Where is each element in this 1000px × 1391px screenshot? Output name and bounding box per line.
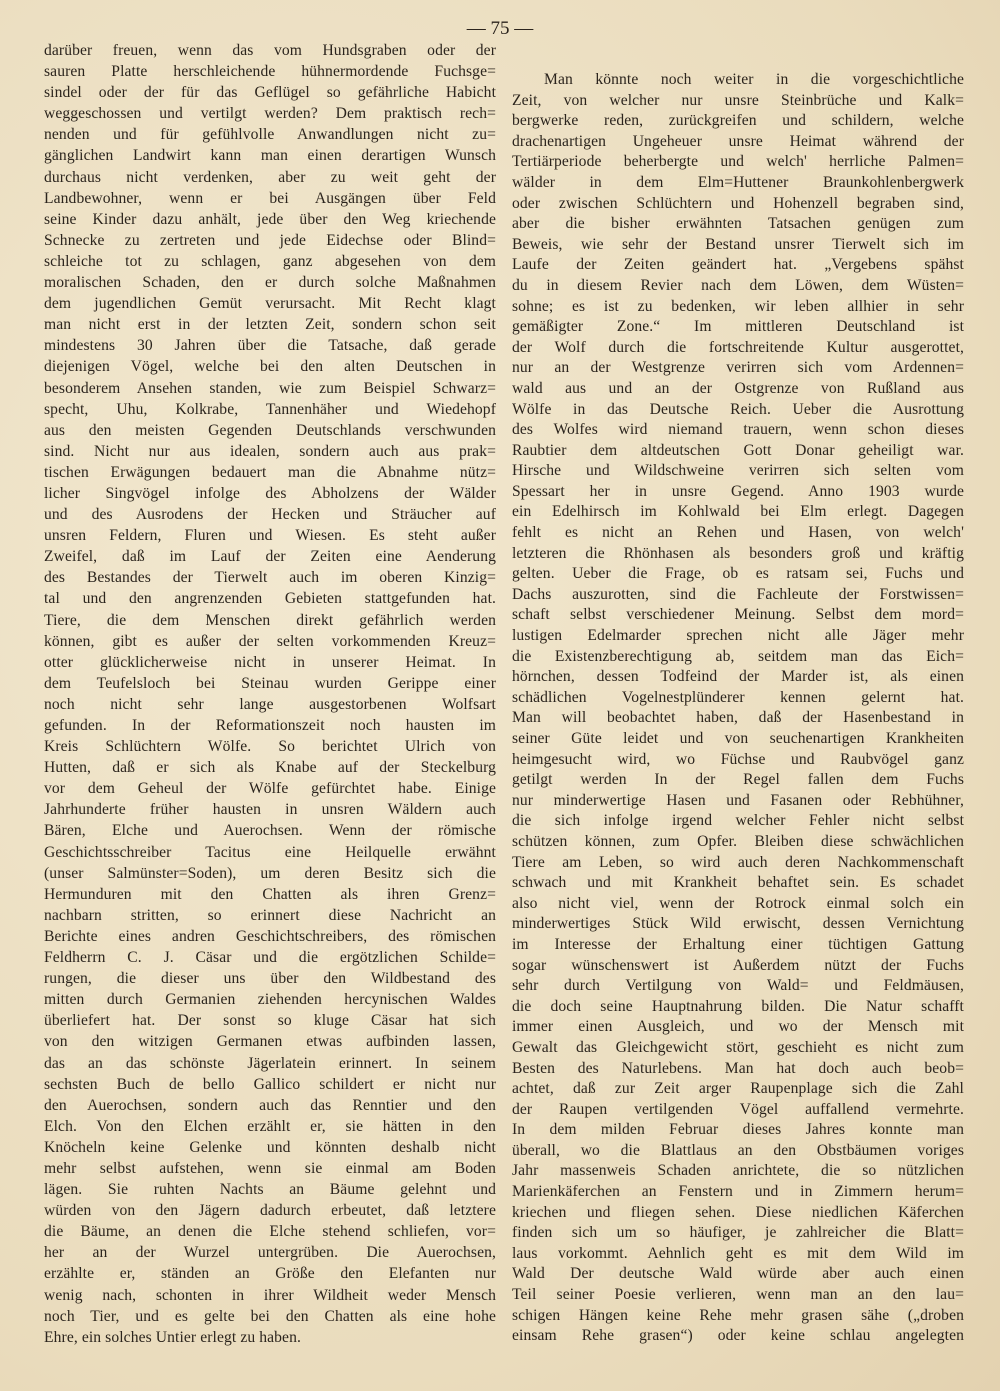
left-column [44,40,496,1348]
text-line: dem jugendlichen Gemüt verursacht. Mit Recht klagt [44,295,496,313]
text-line: gelten. Ueber die Frage, ob es ratsam sei, Fuchs und [512,565,964,583]
text-line: Hermunduren mit den Chatten als ihren Grenz= [44,885,496,903]
text-line: schleiche tot zu schlagen, ganz abgesehen von dem [44,252,496,270]
text-line: (unser Salmünster=Soden), um deren Besitz sich die [44,864,496,882]
text-line: besonderem Ansehen standen, wie zum Beispiel Schwarz= [44,379,496,397]
text-line: nachbarn stritten, so erinnert diese Nachricht an [44,906,496,924]
text-line: lägen. Sie ruhten Nachts an Bäume gelehnt und [44,1181,496,1199]
text-line: lustigen Edelmarder sprechen nicht alle Jäger mehr [512,627,964,645]
text-line: überall, wo die Blattlaus an den Obstbäumen voriges [512,1141,964,1159]
text-line: immer einen Ausgleich, und wo der Mensch mit [512,1018,964,1036]
text-line: Kreis Schlüchtern Wölfe. So berichtet Ulrich von [44,738,496,756]
text-line: einsam Rehe grasen“) oder keine schlau angelegten [512,1327,964,1345]
text-line: wald aus und an der Ostgrenze von Rußland aus [512,379,964,397]
text-line: Laufe der Zeiten geändert hat. „Vergebens spähst [512,256,964,274]
text-line: Feldherrn C. J. Cäsar und die ergötzlichen Schilde= [44,949,496,967]
text-line: moralischen Schaden, den er durch solche Maßnahmen [44,274,496,292]
text-line: gefunden. In der Reformationszeit noch hausten im [44,717,496,734]
text-line: Geschichtsschreiber Tacitus eine Heilquelle erwähnt [44,843,496,861]
text-line: wenig nach, schonten in ihrer Wildheit weder Mensch [44,1286,496,1304]
text-line: mindestens 30 Jahren über die Tatsache, daß gerade [44,337,496,355]
text-line: Teil seiner Poesie verlieren, wenn man an den lau= [512,1286,964,1304]
text-line: Tiere am Leben, so wird auch deren Nachkommenschaft [512,853,964,871]
text-line: sohne; es ist zu bedenken, wir leben allhier in sehr [512,297,964,315]
text-line: specht, Uhu, Kolkrabe, Tannenhäher und Wiedehopf [44,400,496,418]
text-line: tal und den angrenzenden Gebieten stattgefunden hat. [44,590,496,608]
text-line: achtet, daß zur Zeit arger Raupenplage sich die Zahl [512,1080,964,1098]
text-line: Hirsche und Wildschweine verirren sich selten vom [512,462,964,480]
text-line: Tertiärperiode beherbergte und welch' herrliche Palmen= [512,153,964,171]
text-line: bergwerke reden, zurückgreifen und schildern, welche [512,112,964,130]
text-line: sindel oder der für das Geflügel so gefährliche Habicht [44,84,496,102]
text-line: das an das schönste Jägerlatein erinnert. In seinem [44,1054,496,1072]
text-line: durchaus nicht verdenken, aber zu weit geht der [44,168,496,186]
text-line: seine Kinder dazu anhält, jede über den Weg kriechende [44,210,496,228]
text-line: Man könnte noch weiter in die vorgeschichtliche [544,71,964,88]
text-line: und des Ausrodens der Hecken und Sträucher auf [44,506,496,524]
text-line: sehr durch Vertilgung von Wald= und Feldmäusen, [512,977,964,995]
text-line: Knöcheln keine Gelenke und könnten deshalb nicht [44,1138,496,1156]
text-line: drachenartigen Ungeheuer unsre Heimat während der [512,132,964,150]
text-line: mitten durch Germanien ziehenden hercynischen Waldes [44,991,496,1009]
text-line: die Existenzberechtigung ab, seitdem man das Eich= [512,647,964,665]
text-line: sechsten Buch de bello Gallico schildert er nicht nur [44,1075,496,1093]
text-line: nenden und für gefühlvolle Anwandlungen nicht zu= [44,126,496,144]
text-line: würden von den Jägern dadurch erbeutet, daß letztere [44,1202,496,1220]
text-line: Berichte eines andren Geschichtschreibers, des römischen [44,927,496,945]
text-line: schwach und mit Krankheit behaftet sein. Es schadet [512,874,964,892]
text-line: nur minderwertige Hasen und Fasanen oder Rebhühner, [512,791,964,809]
text-line: Gewalt das Gleichgewicht stört, geschieht es nicht zum [512,1038,964,1056]
text-line: In dem milden Februar dieses Jahres konnte man [512,1121,964,1139]
text-line: erzählte er, ständen an Größe den Elefanten nur [44,1265,496,1283]
text-line: noch Tier, und es gelte bei den Chatten als eine hohe [44,1307,496,1325]
text-line: Jahrhunderte früher hausten in unsren Wäldern auch [44,801,496,819]
text-line: von den witzigen Germanen etwas aufbinden lassen, [44,1033,496,1051]
text-line: otter glücklicherweise nicht in unserer Heimat. In [44,653,496,671]
text-line: Man will beobachtet haben, daß der Hasenbestand in [512,709,964,727]
text-line: schaft selbst verschiedener Meinung. Selbst dem mord= [512,606,964,624]
text-line: mehr selbst aufstehen, wenn sie einmal am Boden [44,1159,496,1177]
text-line: die sich infolge irgend welcher Fehler nicht selbst [512,812,964,830]
text-line: des Wolfes wird niemand trauern, wenn schon dieses [512,421,964,439]
text-line: Besten des Naturlebens. Man hat doch auch beob= [512,1059,964,1077]
text-line: Spessart her in unsre Gegend. Anno 1903 wurde [512,482,964,500]
text-line: du in diesem Revier nach dem Löwen, dem Wüsten= [512,276,964,294]
right-column [512,70,964,1347]
text-line: licher Singvögel infolge des Abholzens der Wälder [44,484,496,502]
text-line: Hutten, daß er sich als Knabe auf der Steckelburg [44,759,496,777]
text-line: Zeit, von welcher nur unsre Steinbrüche und Kalk= [512,91,964,109]
text-line: sind. Nicht nur aus idealen, sondern auch aus prak= [44,442,496,460]
page-number: — 75 — [466,18,534,39]
text-line: seiner Güte leidet und von seuchenartigen Krankheiten [512,730,964,747]
text-line: minderwertiges Stück Wild erwischt, dessen Vernichtung [512,915,964,933]
text-line: Wölfe in das Deutsche Reich. Ueber die Ausrottung [512,400,964,418]
text-line: nur an der Westgrenze verirren sich vom Ardennen= [512,359,964,377]
text-line: vor dem Geheul der Wölfe gefürchtet habe. Einige [44,780,496,798]
text-line: also nicht viel, wenn der Rotrock einmal solch ein [512,894,964,912]
text-line: können, gibt es außer der selten vorkommenden Kreuz= [44,632,496,650]
text-line: des Bestandes der Tierwelt auch im oberen Kinzig= [44,569,496,587]
text-line: kriechen und fliegen sehen. Diese niedlichen Käferchen [512,1203,964,1221]
text-line: oder zwischen Schlüchtern und Hohenzell begraben sind, [512,194,964,212]
text-line: überliefert hat. Der sonst so kluge Cäsar hat sich [44,1012,496,1030]
text-line: Beweis, wie sehr der Bestand unsrer Tierwelt sich im [512,235,964,253]
text-line: der Raupen vertilgenden Vögel auffallend vermehrte. [512,1100,964,1118]
text-line: hörnchen, dessen Todfeind der Marder ist, als einen [512,668,964,686]
text-line: Schnecke zu zertreten und jede Eidechse oder Blind= [44,231,496,249]
text-line: rungen, die dieser uns über den Wildbestand des [44,970,496,988]
text-line: ein Edelhirsch im Kohlwald bei Elm erlegt. Dagegen [512,503,964,521]
text-line: Bären, Elche und Auerochsen. Wenn der römische [44,822,496,840]
text-line: Dachs auszurotten, sind die Fachleute der Forstwissen= [512,585,964,603]
text-line: finden sich um so häufiger, je zahlreicher die Blatt= [512,1224,964,1242]
text-line: getilgt werden In der Regel fallen dem Fuchs [512,771,964,789]
text-line: her an der Wurzel untergrüben. Die Auerochsen, [44,1244,496,1262]
text-line: man nicht erst in der letzten Zeit, sondern schon seit [44,316,496,334]
text-line: Marienkäferchen an Fenstern und in Zimmern herum= [512,1183,964,1201]
text-line: weggeschossen und vertilgt werden? Dem praktisch rech= [44,105,496,123]
text-line: sogar wünschenswert ist Außerdem nützt der Fuchs [512,956,964,974]
text-line: Zweifel, daß im Lauf der Zeiten eine Aenderung [44,548,496,566]
text-line: aber die bisher erwähnten Tatsachen genügen zum [512,215,964,233]
text-line: heimgesucht wird, wo Füchse und Raubvögel ganz [512,750,964,768]
text-line: Wald Der deutsche Wald würde aber auch einen [512,1265,964,1283]
text-line: Elch. Von den Elchen erzählt er, sie hätten in den [44,1117,496,1135]
text-line: schigen Hängen keine Rehe mehr grasen sähe („droben [512,1306,964,1324]
text-line: darüber freuen, wenn das vom Hundsgraben oder der [44,42,496,59]
text-line: die doch seine Hauptnahrung bilden. Die Natur schafft [512,997,964,1015]
text-line: gemäßigter Zone.“ Im mittleren Deutschland ist [512,318,964,336]
text-line: laus vorkommt. Aehnlich geht es mit dem Wild im [512,1244,964,1262]
text-line: Jahr massenweis Schaden anrichtete, die so nützlichen [512,1162,964,1180]
text-line: dem Teufelsloch bei Steinau wurden Gerippe einer [44,674,496,692]
text-line: wälder in dem Elm=Huttener Braunkohlenbergwerk [512,173,964,191]
text-line: sauren Platte herschleichende hühnermordende Fuchsge= [44,63,496,81]
text-line: schädlichen Vogelnestplünderer kennen gelernt hat. [512,688,964,706]
text-line: die Bäume, an denen die Elche stehend schliefen, vor= [44,1223,496,1241]
text-line: im Interesse der Erhaltung einer tüchtigen Gattung [512,935,964,953]
text-line: tischen Erwägungen bedauert man die Abnahme nütz= [44,463,496,481]
text-line: aus den meisten Gegenden Deutschlands verschwunden [44,421,496,439]
text-line: den Auerochsen, sondern auch das Renntier und den [44,1096,496,1114]
text-line: unsren Feldern, Fluren und Wiesen. Es steht außer [44,527,496,545]
text-line: der Wolf durch die fortschreitende Kultur ausgerottet, [512,338,964,356]
text-line: letzteren die Rhönhasen als besonders groß und kräftig [512,544,964,562]
text-line: diejenigen Vögel, welche bei den alten Deutschen in [44,358,496,376]
text-line: Ehre, ein solches Untier erlegt zu haben. [44,1328,301,1346]
text-line: Landbewohner, wenn er bei Ausgängen über Feld [44,189,496,207]
text-line: fehlt es nicht an Rehen und Hasen, von welch' [512,524,964,542]
text-line: noch nicht sehr lange ausgestorbenen Wolfsart [44,695,496,713]
text-line: Raubtier dem altdeutschen Gott Donar geheiligt war. [512,441,964,459]
text-line: schützen können, zum Opfer. Bleiben diese schwächlichen [512,832,964,850]
text-line: gänglichen Landwirt kann man einen derartigen Wunsch [44,147,496,165]
text-line: Tiere, die dem Menschen direkt gefährlich werden [44,611,496,629]
